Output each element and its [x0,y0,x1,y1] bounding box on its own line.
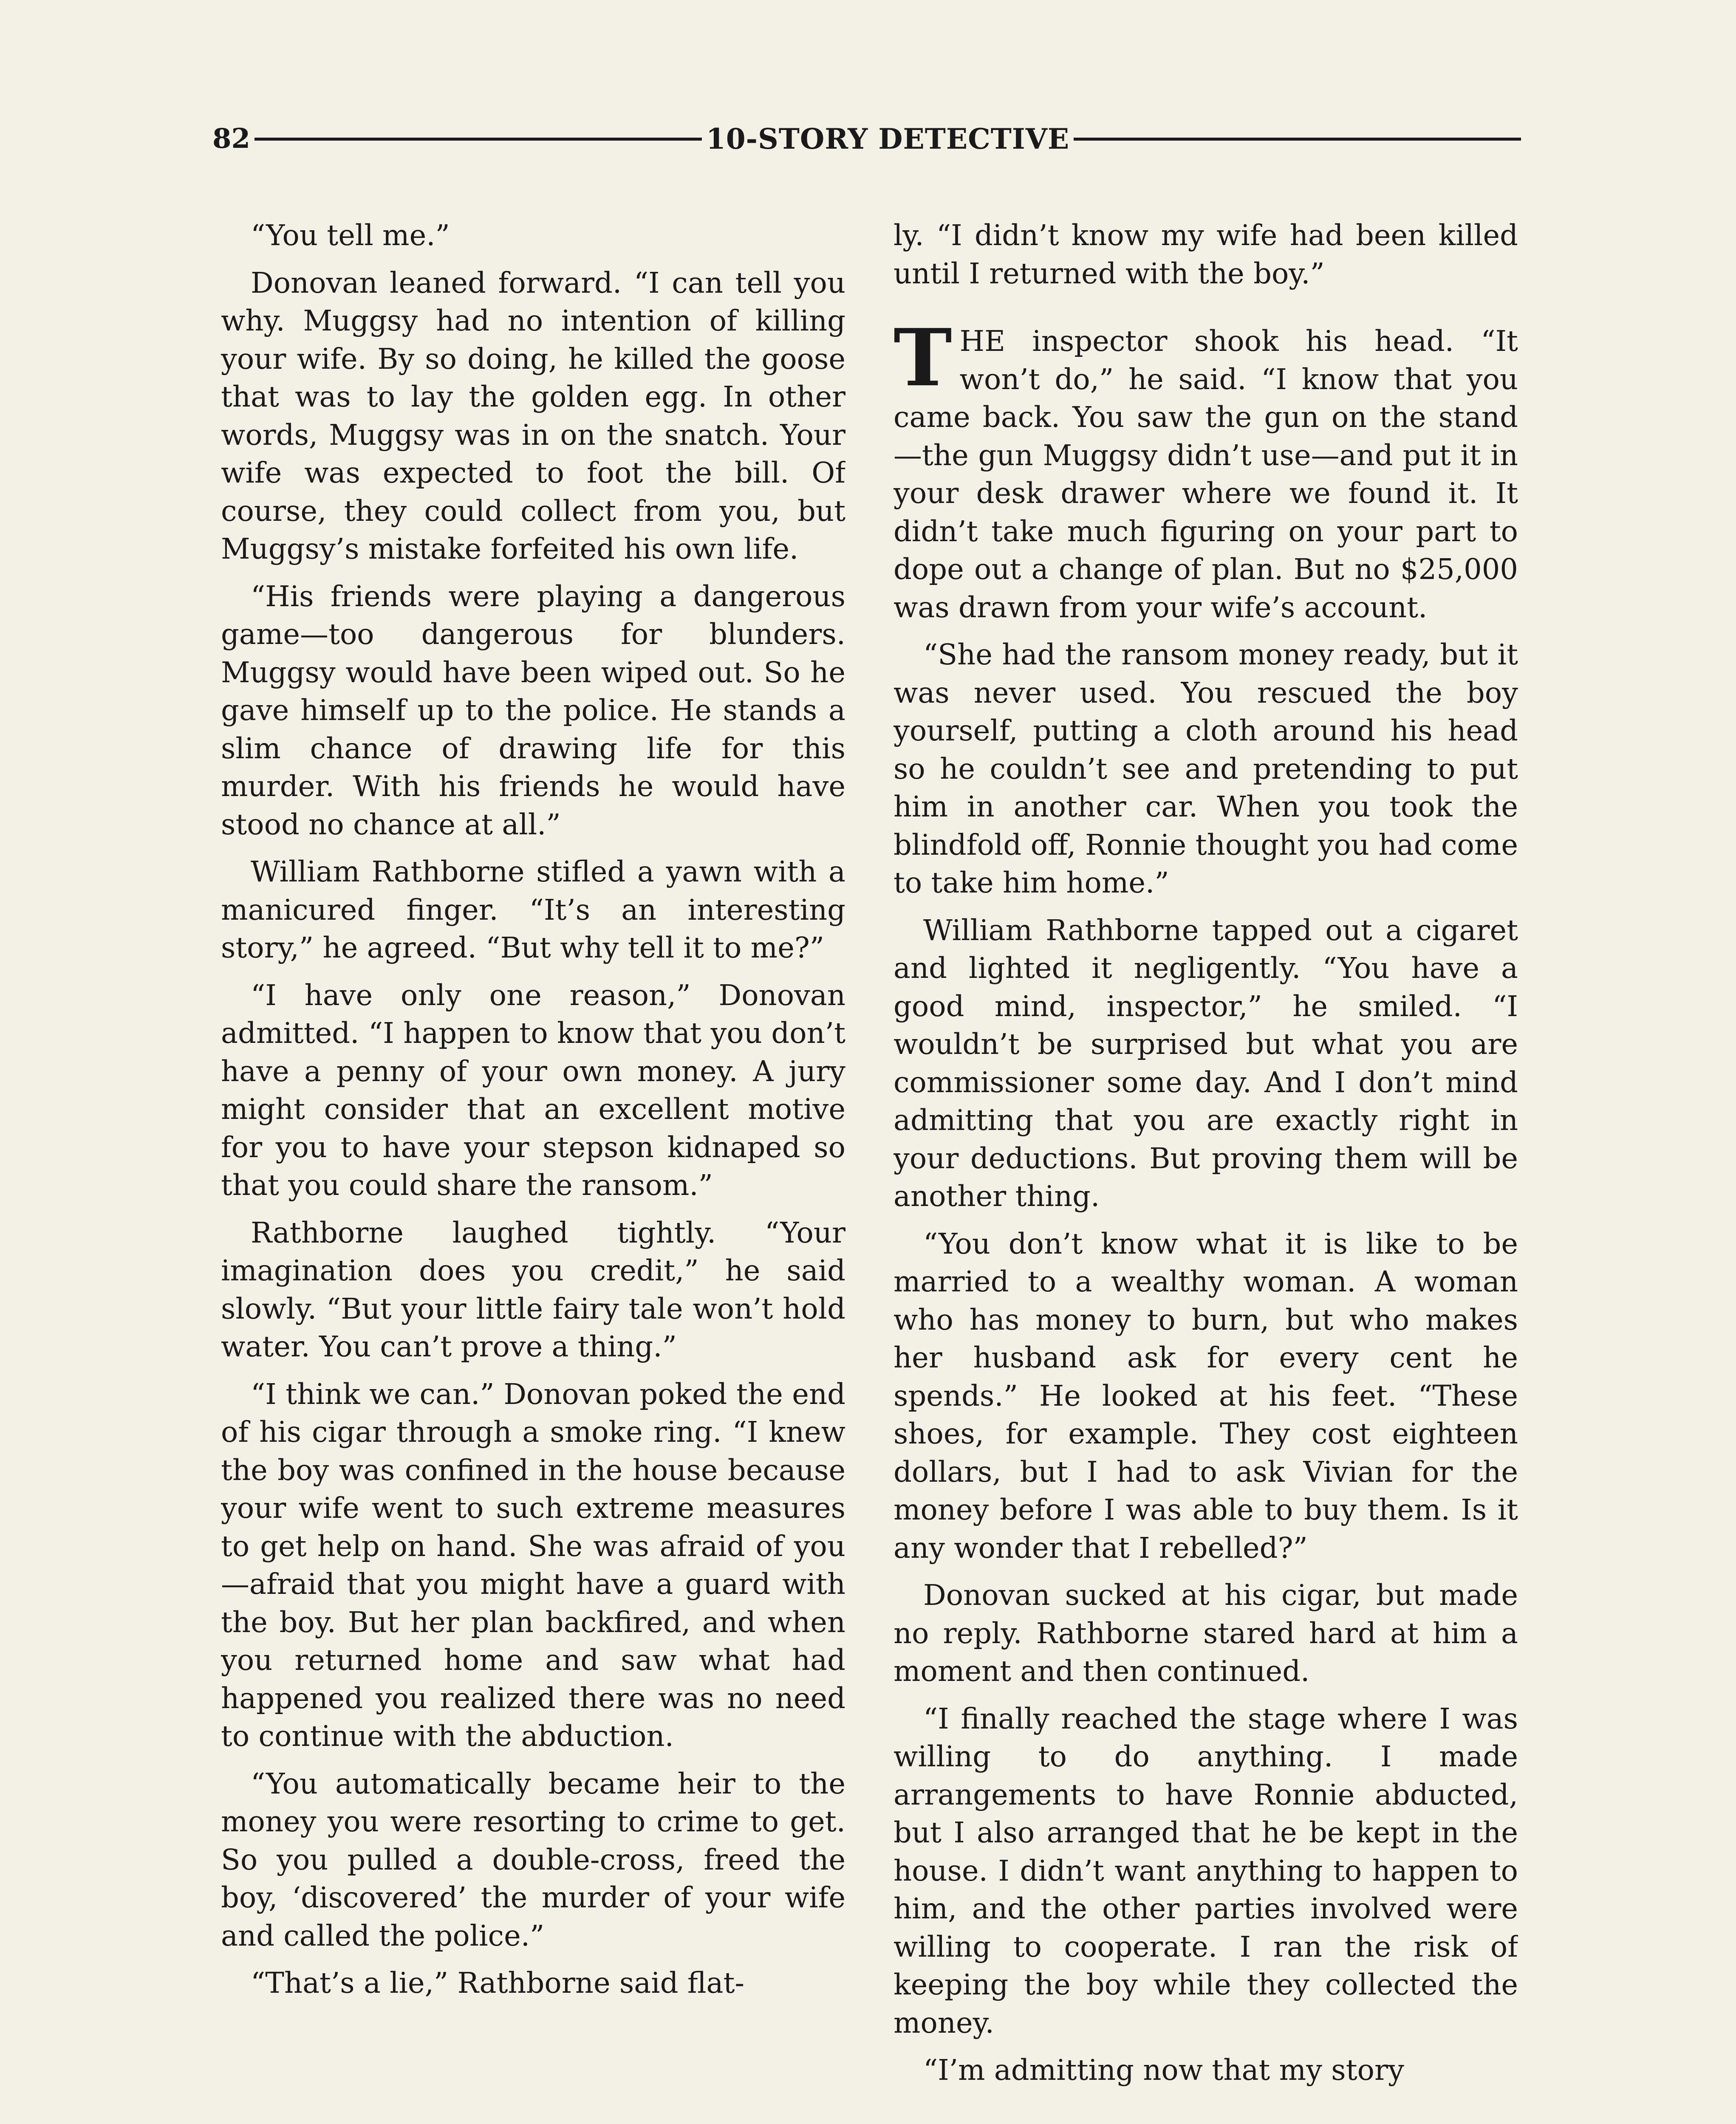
section-start-paragraph [893,311,1518,627]
continued-paragraph: ly. “I didn’t know my wife had been killed until I returned with the boy.” [893,219,1518,290]
right-column [893,217,1518,2124]
section-start-text: HE inspector shook his head. “It won’t do,” he said. “I know that you came back. You saw the gun on the stand—the gun Muggsy didn’t use—and put it in your desk drawer where we found it. It didn’t take much figuring on your part to dope out a change of plan. But no $25,000 was drawn from your wife’s account. [893,325,1518,624]
paragraph: “You automatically became heir to the money you were resorting to crime to get. So you pulled a double-cross, freed the boy, ‘discovered’ the murder of your wife and called the police.” [221,1767,845,1952]
paragraph: Rathborne laughed tightly. “Your imagination does you credit,” he said slowly. “But your little fairy tale won’t hold water. You can’t prove a thing.” [221,1216,845,1363]
paragraph: William Rathborne stifled a yawn with a manicured finger. “It’s an interesting story,” he agreed. “But why tell it to me?” [221,855,845,964]
drop-cap: T [893,311,952,404]
paragraph: “I think we can.” Donovan poked the end of his cigar through a smoke ring. “I knew the boy was confined in the house because your wife went to such extreme measures to get help on hand. She was afraid of you—afraid that you might have a guard with the boy. But her plan backfired, and when you returned home and saw what had happened you realized there was no need to continue with the abduction. [221,1377,845,1753]
paragraph: “I have only one reason,” Donovan admitted. “I happen to know that you don’t have a penny of your own money. A jury might consider that an excellent motive for you to have your stepson kidnaped so that you could share the ransom.” [221,978,845,1202]
paragraph: William Rathborne tapped out a cigaret and lighted it negligently. “You have a good mind, inspector,” he smiled. “I wouldn’t be surprised but what you are commissioner some day. And I don’t mind admitting that you are exactly right in your deductions. But proving them will be another thing. [893,913,1518,1213]
paragraph: “She had the ransom money ready, but it was never used. You rescued the boy yourself, putting a cloth around his head so he couldn’t see and pretending to put him in another car. When you took the blindfold off, Ronnie thought you had come to take him home.” [893,638,1518,899]
paragraph: “I finally reached the stage where I was willing to do anything. I made arrangements to have Ronnie abducted, but I also arranged that he be kept in the house. I didn’t want anything to happen to him, and the other parties involved were willing to cooperate. I ran the risk of keeping the boy while they collected the money. [893,1702,1518,2039]
paragraph: “That’s a lie,” Rathborne said flat- [251,1966,745,2000]
left-column [221,217,845,2124]
header-rule-right [1074,138,1521,141]
paragraph: “You tell me.” [251,219,450,252]
paragraph: “His friends were playing a dangerous game—too dangerous for blunders. Muggsy would have been wiped out. So he gave himself up to the police. He stands a slim chance of drawing life for this murder. With his friends he would have stood no chance at all.” [221,579,845,841]
running-header [212,116,1525,162]
header-rule-left [254,138,702,141]
page-number: 82 [212,123,251,155]
running-title: 10-STORY DETECTIVE [706,122,1070,155]
paragraph: Donovan leaned forward. “I can tell you why. Muggsy had no intention of killing your wife. By so doing, he killed the goose that was to lay the golden egg. In other words, Muggsy was in on the snatch. Your wife was expected to foot the bill. Of course, they could collect from you, but Muggsy’s mistake forfeited his own life. [221,266,845,565]
paragraph: “I’m admitting now that my story [923,2053,1404,2087]
paragraph: Donovan sucked at his cigar, but made no reply. Rathborne stared hard at him a moment and then continued. [893,1579,1518,1688]
paragraph: “You don’t know what it is like to be married to a wealthy woman. A woman who has money to burn, but who makes her husband ask for every cent he spends.” He looked at his feet. “These shoes, for example. They cost eighteen dollars, but I had to ask Vivian for the money before I was able to buy them. Is it any wonder that I rebelled?” [893,1227,1518,1565]
